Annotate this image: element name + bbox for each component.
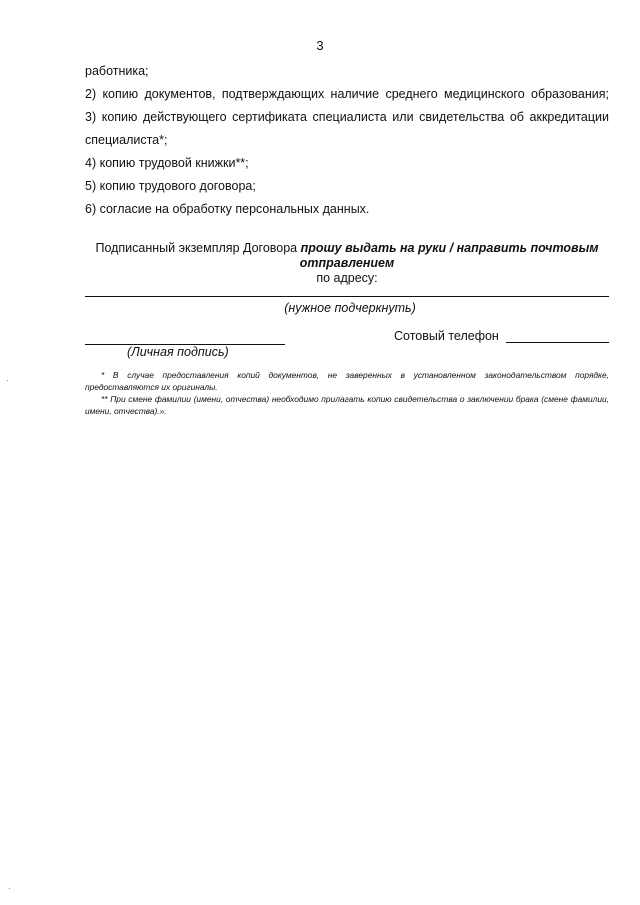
contract-intro: Подписанный экземпляр Договора [95,241,301,255]
page-number: 3 [316,38,324,53]
footnote-1-text: * В случае предоставления копий документов, не заверенных в установленном законодательством порядке, предоставляются их оригиналы. [85,370,609,392]
contract-emphasis-2: отправлением [299,256,395,270]
list-item-2: 2) копию документов, подтверждающих наличие среднего медицинского образования; [85,87,609,101]
list-item-3-line-2: специалиста*; [85,133,168,147]
list-item-3-line-1: 3) копию действующего сертификата специалиста или свидетельства об аккредитации [85,110,609,124]
list-item-6: 6) согласие на обработку персональных данных. [85,202,370,216]
phone-label: Сотовый телефон [394,329,499,343]
scan-speck [7,380,8,381]
address-label: по адресу: [316,271,378,285]
contract-statement-line-1 [85,241,609,255]
scan-speck [9,888,10,889]
signature-label: (Личная подпись) [127,345,229,359]
address-line [85,296,609,297]
footnote-2-text: ** При смене фамилии (имени, отчества) необходимо прилагать копию свидетельства о заключении брака (смене фамилии, имени, отчества).». [85,394,609,416]
list-continuation: работника; [85,64,149,78]
contract-emphasis-1: прошу выдать на руки / направить почтовым [300,241,599,255]
footnote-1 [85,369,609,393]
footnote-2 [85,393,609,417]
underline-note: (нужное подчеркнуть) [284,301,416,315]
phone-line [506,342,609,343]
list-item-4: 4) копию трудовой книжки**; [85,156,249,170]
list-item-5: 5) копию трудового договора; [85,179,256,193]
